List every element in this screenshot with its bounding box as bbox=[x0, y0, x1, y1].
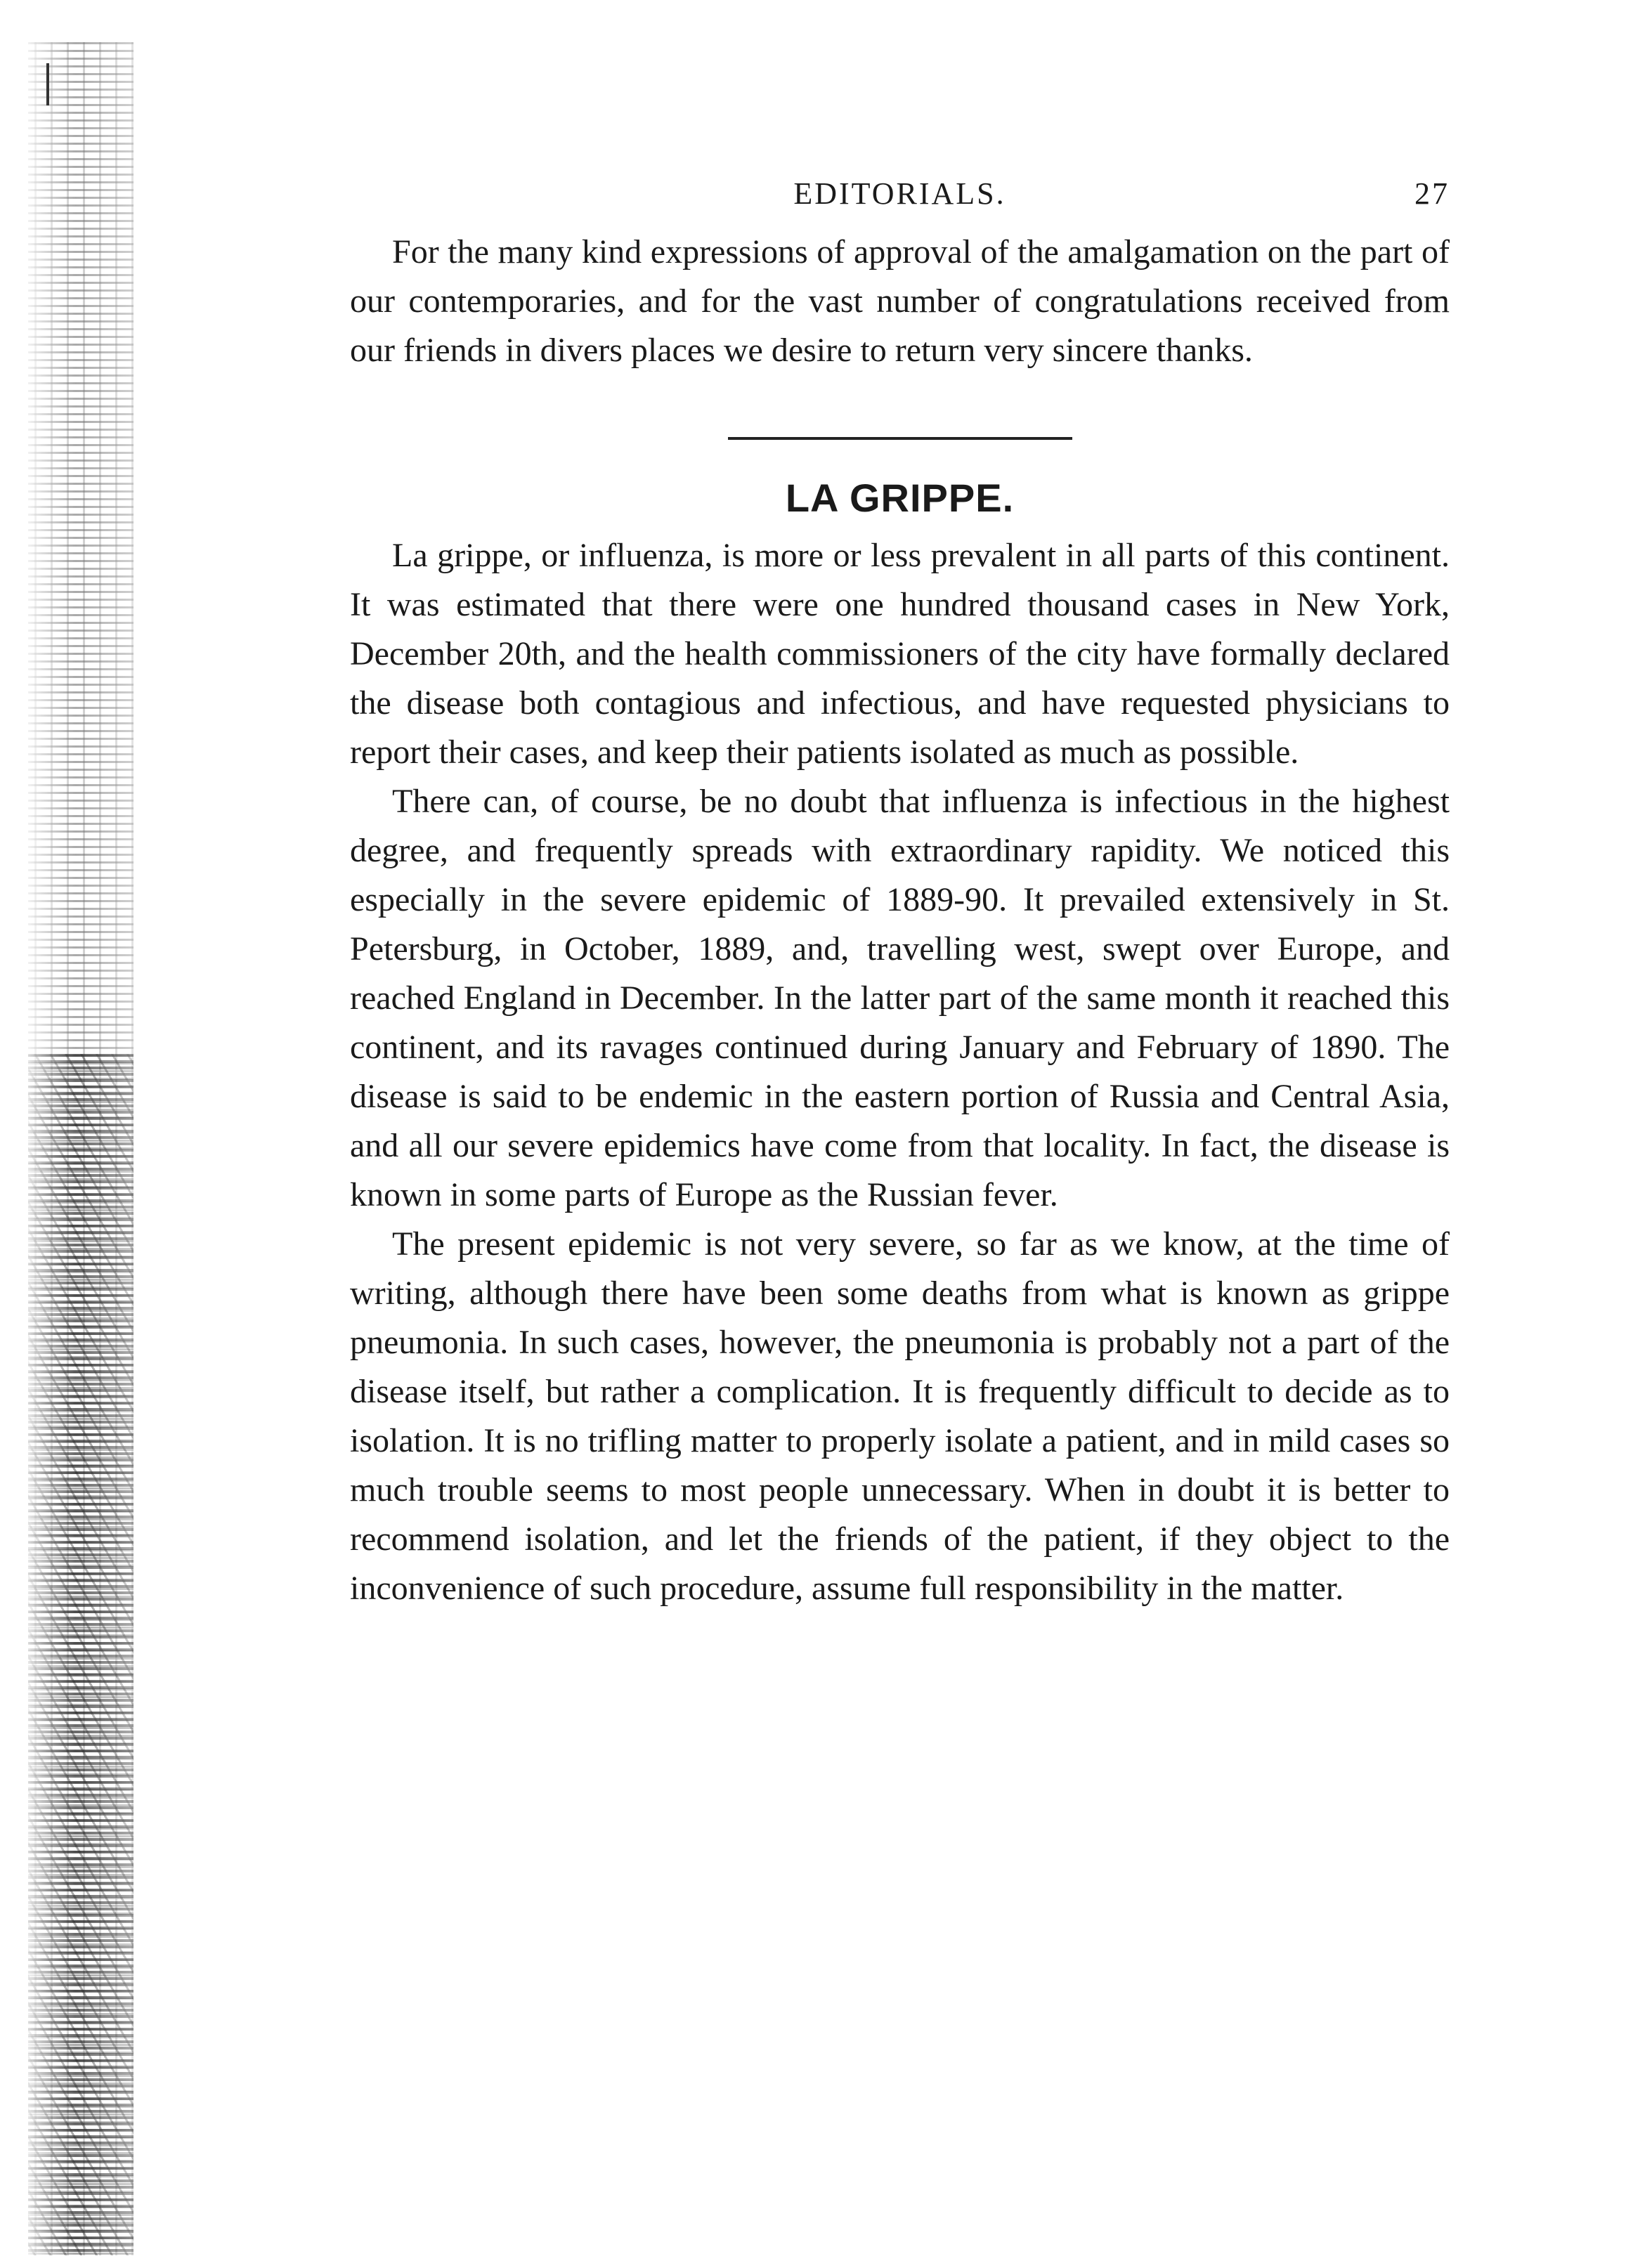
intro-paragraph: For the many kind expressions of approval of the amalgamation on the part of our contemporaries, and for the vast number of congratulations received from our friends in divers places we desire to return very sincere thanks. bbox=[350, 233, 1450, 369]
binding-mark bbox=[46, 63, 49, 105]
running-head bbox=[350, 176, 1450, 221]
page-number: 27 bbox=[1414, 176, 1450, 211]
section-divider bbox=[728, 437, 1072, 440]
page bbox=[350, 176, 1450, 1613]
article-paragraph-2: There can, of course, be no doubt that influenza is infectious in the highest degree, and frequently spreads with extraordinary rapidity. We noticed this especially in the severe epidemic of 1889-90. It prevailed extensively in St. Petersburg, in October, 1889, and, travelling west, swept over Europe, and reached England in December. In the latter part of the same month it reached this continent, and its ravages continued during January and February of 1890. The disease is said to be endemic in the eastern portion of Russia and Central Asia, and all our severe epidemics have come from that locality. In fact, the disease is known in some parts of Europe as the Russian fever. bbox=[350, 783, 1450, 1213]
article-title: LA GRIPPE. bbox=[785, 476, 1015, 520]
binding-edge-dark bbox=[28, 1054, 134, 2255]
article-paragraph-3: The present epidemic is not very severe, so far as we know, at the time of writing, although there have been some deaths from what is known as grippe pneumonia. In such cases, however, the pneumonia is probably not a part of the disease itself, but rather a complication. It is frequently difficult to decide as to isolation. It is no trifling matter to properly isolate a patient, and in mild cases so much trouble seems to most people unnecessary. When in doubt it is better to recommend isolation, and let the friends of the patient, if they object to the inconvenience of such procedure, assume full responsibility in the matter. bbox=[350, 1225, 1450, 1607]
article-paragraph-1: La grippe, or influenza, is more or less prevalent in all parts of this continent. It was estimated that there were one hundred thousand cases in New York, December 20th, and the health commissioners of the city have formally declared the disease both contagious and infectious, and have requested physicians to report their cases, and keep their patients isolated as much as possible. bbox=[350, 537, 1450, 771]
running-head-title: EDITORIALS. bbox=[793, 176, 1006, 211]
